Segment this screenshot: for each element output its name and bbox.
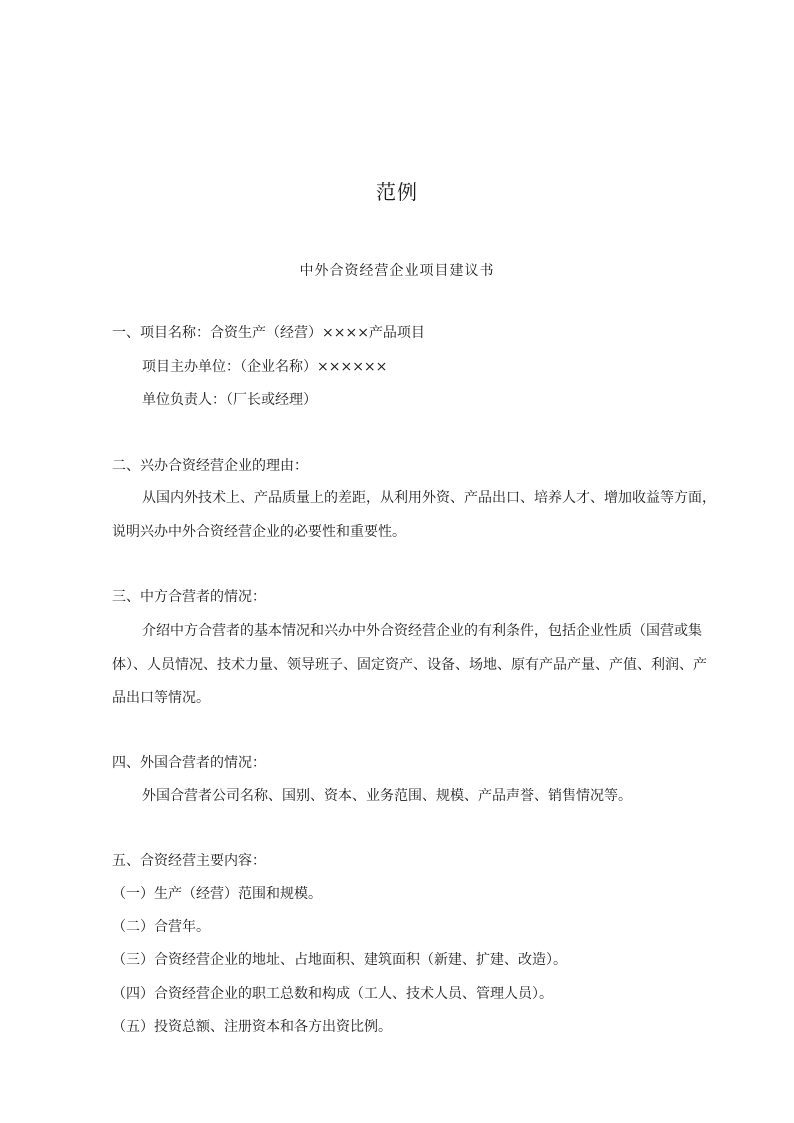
- section-3-paragraph-line-2: 体）、人员情况、技术力量、领导班子、固定资产、设备、场地、原有产品产量、产值、利润、产: [112, 657, 707, 673]
- section-4-heading: 四、外国合营者的情况：: [112, 755, 266, 771]
- section-3-paragraph-line-1: 介绍中方合营者的基本情况和兴办中外合资经营企业的有利条件，包括企业性质（国营或集: [142, 623, 702, 639]
- section-2-paragraph-line-2: 说明兴办中外合资经营企业的必要性和重要性。: [112, 524, 406, 540]
- section-2-heading: 二、兴办合资经营企业的理由：: [112, 458, 308, 474]
- section-1-leader-line: 单位负责人：（厂长或经理）: [142, 392, 317, 408]
- section-2-paragraph-line-1: 从国内外技术上、产品质量上的差距，从利用外资、产品出口、培养人才、增加收益等方面，: [142, 490, 716, 506]
- section-5-item: （一）生产（经营）范围和规模。: [112, 886, 322, 902]
- section-5-item: （三）合资经营企业的地址、占地面积、建筑面积（新建、扩建、改造）。: [112, 952, 567, 968]
- section-5-heading: 五、合资经营主要内容：: [112, 853, 266, 869]
- section-1-heading: 一、项目名称：合资生产（经营）××××产品项目: [112, 325, 425, 341]
- section-4-paragraph-line-1: 外国合营者公司名称、国别、资本、业务范围、规模、产品声誉、销售情况等。: [142, 788, 632, 804]
- section-5-item: （二）合营年。: [112, 919, 210, 935]
- section-3-paragraph-line-3: 品出口等情况。: [112, 690, 210, 706]
- section-5-item: （四）合资经营企业的职工总数和构成（工人、技术人员、管理人员）。: [112, 986, 553, 1002]
- section-1-sponsor-line: 项目主办单位：（企业名称）××××××: [142, 359, 388, 375]
- document-subtitle: 中外合资经营企业项目建议书: [299, 263, 495, 279]
- section-3-heading: 三、中方合营者的情况：: [112, 589, 266, 605]
- document-title: 范例: [376, 180, 418, 204]
- section-5-item: （五）投资总额、注册资本和各方出资比例。: [112, 1019, 392, 1035]
